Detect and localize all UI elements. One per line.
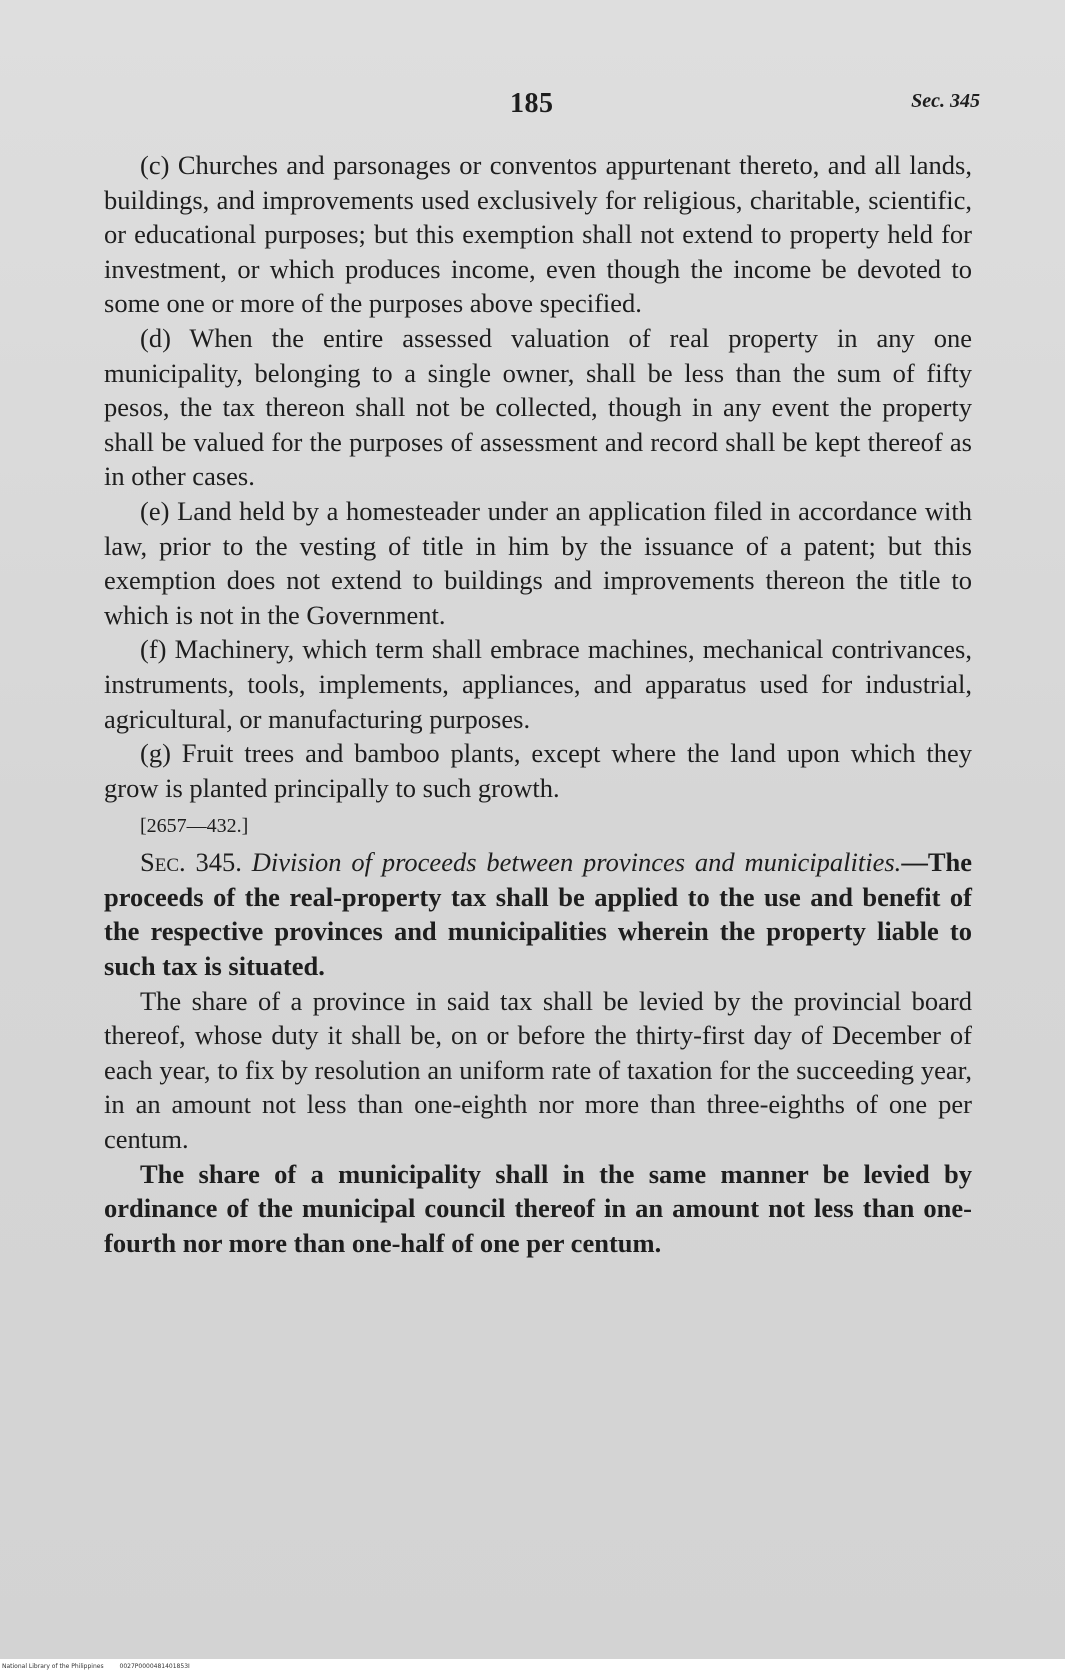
paragraph-f bbox=[104, 632, 972, 736]
paragraph-d bbox=[104, 321, 972, 494]
section-label: Sec. 345. bbox=[140, 847, 242, 878]
paragraph-g bbox=[104, 736, 972, 805]
item-marker: (e) bbox=[140, 495, 170, 526]
paragraph-c bbox=[104, 148, 972, 321]
page-number: 185 bbox=[510, 88, 554, 119]
paragraph-text: Churches and parsonages or conventos appurtenant thereto, and all lands, buildings, and improvements used exclusively for religious, charitable, scientific, or educational purposes; but this exemption shall not extend to property held for investment, or which produces income, even though the income be devoted to some one or more of the purposes above specified. bbox=[104, 150, 972, 319]
section-reference: Sec. 345 bbox=[911, 90, 980, 112]
province-share-paragraph: The share of a province in said tax shall be levied by the provincial board thereof, whose duty it shall be, on or before the thirty-first day of December of each year, to fix by resolution an uniform rate of taxation for the succeeding year, in an amount not less than one-eighth nor more than three-eighths of one per centum. bbox=[104, 985, 972, 1155]
scan-code: 0027P0000481401853I bbox=[119, 1663, 190, 1670]
item-marker: (c) bbox=[140, 150, 170, 180]
paragraph-text: Machinery, which term shall embrace machines, mechanical contrivances, instruments, tools, implements, appliances, and apparatus used for industrial, agricultural, or manufacturing purposes. bbox=[104, 634, 972, 734]
paragraph-text: Land held by a homesteader under an application filed in accordance with law, prior to the vesting of title in him by the issuance of a patent; but this exemption does not extend to buildings and improvements thereon the title to which is not in the Government. bbox=[104, 495, 973, 630]
section-title: Division of proceeds between provinces and municipalities. bbox=[251, 847, 902, 878]
body-text bbox=[104, 148, 972, 1260]
library-name: National Library of the Philippines bbox=[2, 1663, 104, 1670]
statute-citation: [2657—432.] bbox=[140, 815, 249, 838]
paragraph-e bbox=[104, 494, 972, 632]
item-marker: (f) bbox=[140, 634, 167, 665]
paragraph-text: Fruit trees and bamboo plants, except where the land upon which they grow is planted principally to such growth. bbox=[104, 738, 972, 803]
section-345-paragraph bbox=[104, 845, 972, 983]
item-marker: (g) bbox=[140, 738, 171, 769]
scan-footer bbox=[0, 1659, 1065, 1675]
section-text: —The proceeds of the real-property tax shall be applied to the use and benefit of the respective provinces and municipalities wherein the property liable to such tax is situated. bbox=[104, 847, 972, 982]
item-marker: (d) bbox=[140, 322, 171, 353]
paragraph-text: When the entire assessed valuation of real property in any one municipality, belonging to a single owner, shall be less than the sum of fifty pesos, the tax thereon shall not be collected, though in any event the property shall be valued for the purposes of assessment and record shall be kept thereof as in other cases. bbox=[104, 322, 972, 492]
municipality-share-paragraph: The share of a municipality shall in the same manner be levied by ordinance of the municipal council thereof in an amount not less than one-fourth nor more than one-half of one per centum. bbox=[104, 1158, 972, 1258]
running-head bbox=[0, 88, 1065, 128]
